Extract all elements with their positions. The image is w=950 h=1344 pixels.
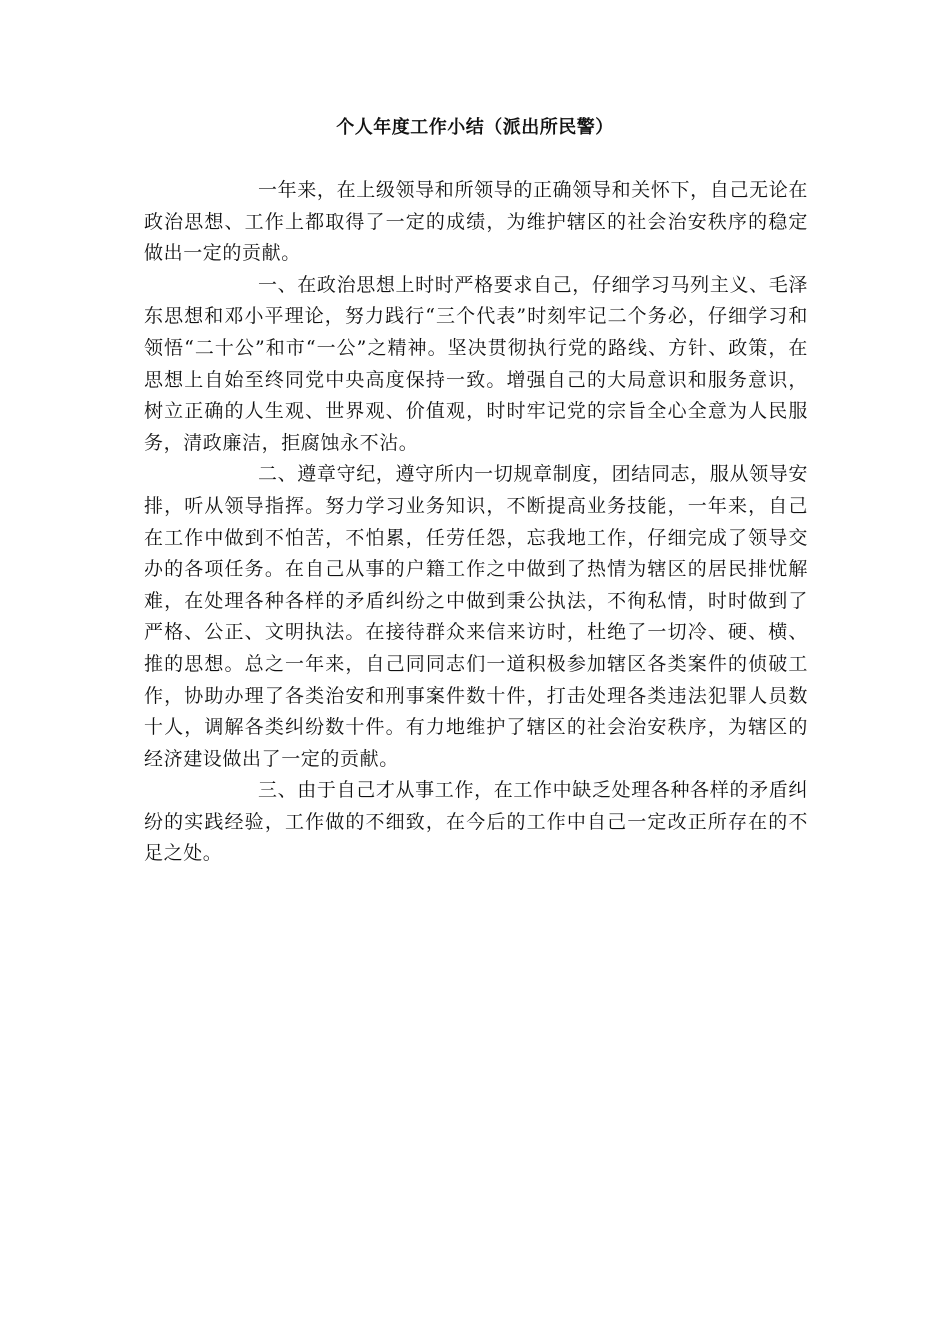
paragraph-discipline-work: 二、遵章守纪，遵守所内一切规章制度，团结同志，服从领导安排，听从领导指挥。努力学习业务知识，不断提高业务技能，一年来，自己在工作中做到不怕苦，不怕累，任劳任怨，忘我地工作，仔细完成了领导交办的各项任务。在自己从事的户籍工作之中做到了热情为辖区的居民排忧解难，在处理各种各样的矛盾纠纷之中做到秉公执法，不徇私情，时时做到了严格、公正、文明执法。在接待群众来信来访时，杜绝了一切冷、硬、横、推的思想。总之一年来，自己同同志们一道积极参加辖区各类案件的侦破工作，协助办理了各类治安和刑事案件数十件，打击处理各类违法犯罪人员数十人，调解各类纠纷数十件。有力地维护了辖区的社会治安秩序，为辖区的经济建设做出了一定的贡献。 (144, 463, 808, 770)
paragraph-intro: 一年来，在上级领导和所领导的正确领导和关怀下，自己无论在政治思想、工作上都取得了一定的成绩，为维护辖区的社会治安秩序的稳定做出一定的贡献。 (144, 179, 808, 265)
document-body (144, 175, 808, 870)
document-title: 个人年度工作小结（派出所民警） (336, 117, 614, 138)
paragraph-political-thought: 一、在政治思想上时时严格要求自己，仔细学习马列主义、毛泽东思想和邓小平理论，努力践行“三个代表”时刻牢记二个务必，仔细学习和领悟“二十公”和市“一公”之精神。坚决贯彻执行党的路线、方针、政策，在思想上自始至终同党中央高度保持一致。增强自己的大局意识和服务意识，树立正确的人生观、世界观、价值观，时时牢记党的宗旨全心全意为人民服务，清政廉洁，拒腐蚀永不沾。 (144, 273, 808, 454)
paragraph-shortcomings: 三、由于自己才从事工作，在工作中缺乏处理各种各样的矛盾纠纷的实践经验，工作做的不细致，在今后的工作中自己一定改正所存在的不足之处。 (144, 779, 808, 865)
